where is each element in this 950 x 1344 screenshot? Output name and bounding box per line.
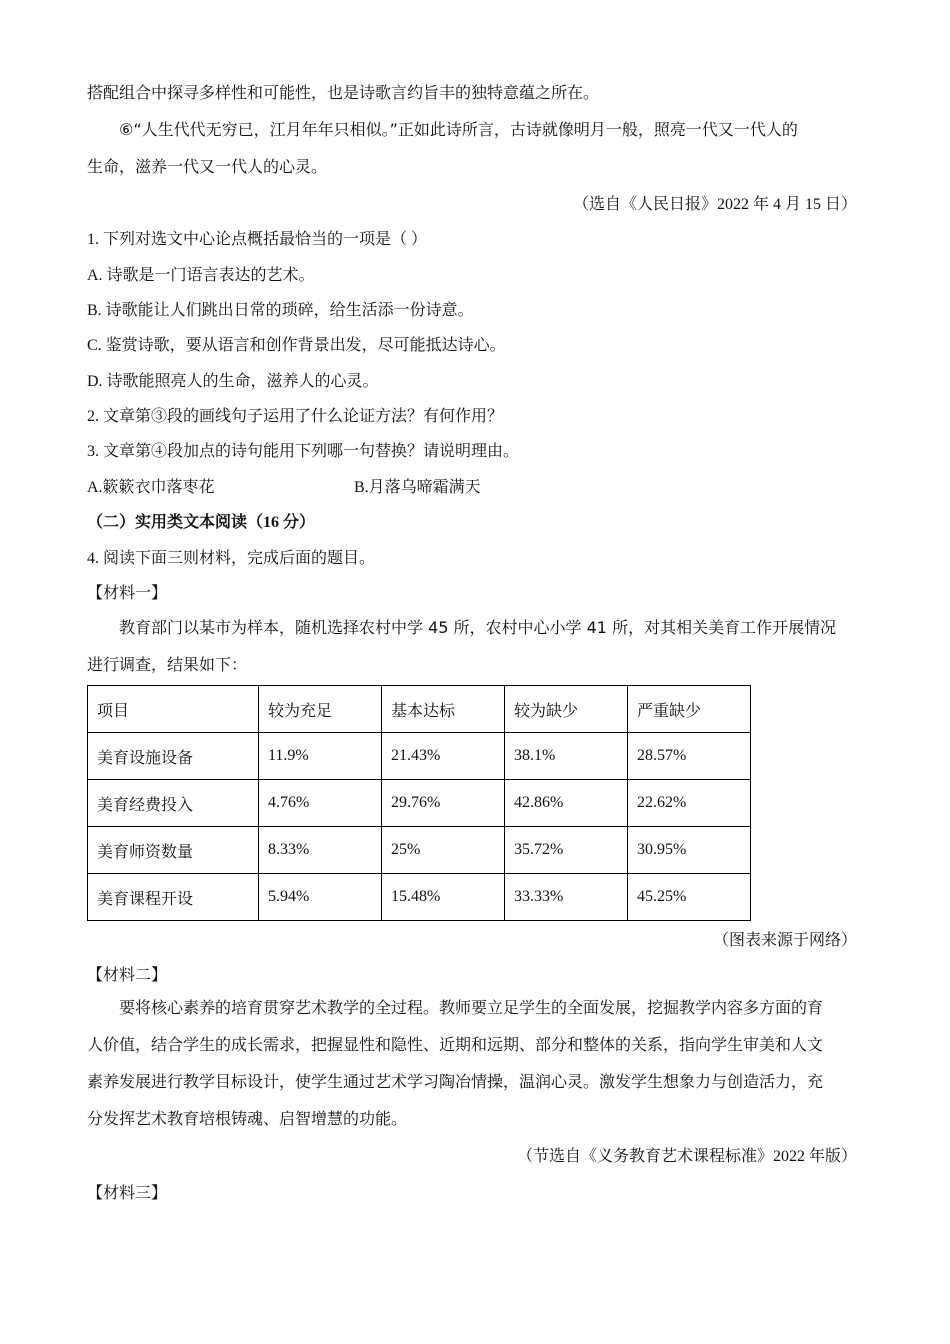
table-row-label: 美育设施设备 xyxy=(88,733,259,780)
table-cell: 29.76% xyxy=(382,780,505,827)
table-cell: 22.62% xyxy=(628,780,751,827)
table-header-row xyxy=(88,686,751,733)
material-1-text: 教育部门以某市为样本，随机选择农村中学 45 所，农村中心小学 41 所，对其相关美育工作开展情况 xyxy=(119,618,837,637)
table-cell: 30.95% xyxy=(628,827,751,874)
table-header-cell: 严重缺少 xyxy=(628,686,751,733)
table-cell: 5.94% xyxy=(259,874,382,921)
table-header-cell: 较为缺少 xyxy=(505,686,628,733)
section-2-heading: （二）实用类文本阅读（16 分） xyxy=(87,514,316,531)
table-row-label: 美育师资数量 xyxy=(88,827,259,874)
question-1-option-b: B. 诗歌能让人们跳出日常的琐碎，给生活添一份诗意。 xyxy=(87,302,474,319)
table-cell: 4.76% xyxy=(259,780,382,827)
table-row xyxy=(88,827,751,874)
question-3: 3. 文章第④段加点的诗句能用下列哪一句替换？请说明理由。 xyxy=(87,443,520,460)
material-2-label: 【材料二】 xyxy=(87,967,168,984)
question-3-option-b: B.月落乌啼霜满天 xyxy=(354,479,481,496)
paragraph-6-line: ⑥“人生代代无穷已，江月年年只相似。”正如此诗所言，古诗就像明月一般，照亮一代又一代人的 xyxy=(119,120,798,139)
table-cell: 33.33% xyxy=(505,874,628,921)
passage-line: 搭配组合中探寻多样性和可能性，也是诗歌言约旨丰的独特意蕴之所在。 xyxy=(87,83,600,102)
material-2-text: 要将核心素养的培育贯穿艺术教学的全过程。教师要立足学生的全面发展，挖掘教学内容多方面的育 xyxy=(119,998,824,1017)
table-cell: 25% xyxy=(382,827,505,874)
material-2-source: （节选自《义务教育艺术课程标准》2022 年版） xyxy=(516,1148,857,1165)
table-cell: 15.48% xyxy=(382,874,505,921)
table-cell: 42.86% xyxy=(505,780,628,827)
table-cell: 45.25% xyxy=(628,874,751,921)
table-cell: 8.33% xyxy=(259,827,382,874)
material-2-text: 素养发展进行教学目标设计，使学生通过艺术学习陶冶情操，温润心灵。激发学生想象力与创造活力，充 xyxy=(87,1072,824,1091)
material-2-text: 人价值，结合学生的成长需求，把握显性和隐性、近期和远期、部分和整体的关系，指向学生审美和人文 xyxy=(87,1035,824,1054)
question-2: 2. 文章第③段的画线句子运用了什么论证方法？有何作用？ xyxy=(87,408,504,425)
table-header-cell: 项目 xyxy=(88,686,259,733)
table-source: （图表来源于网络） xyxy=(712,932,857,949)
question-1-option-a: A. 诗歌是一门语言表达的艺术。 xyxy=(87,267,315,284)
table-row-label: 美育经费投入 xyxy=(88,780,259,827)
question-1: 1. 下列对选文中心论点概括最恰当的一项是（ ） xyxy=(87,231,428,248)
question-3-option-a: A.簌簌衣巾落枣花 xyxy=(87,479,215,496)
table-row xyxy=(88,733,751,780)
table-cell: 35.72% xyxy=(505,827,628,874)
table-row-label: 美育课程开设 xyxy=(88,874,259,921)
question-1-option-d: D. 诗歌能照亮人的生命，滋养人的心灵。 xyxy=(87,373,379,390)
material-3-label: 【材料三】 xyxy=(87,1185,168,1202)
material-1-label: 【材料一】 xyxy=(87,585,168,602)
material-2-text: 分发挥艺术教育培根铸魂、启智增慧的功能。 xyxy=(87,1109,408,1128)
paragraph-6-line: 生命，滋养一代又一代人的心灵。 xyxy=(87,157,328,176)
table-cell: 21.43% xyxy=(382,733,505,780)
question-4: 4. 阅读下面三则材料，完成后面的题目。 xyxy=(87,550,376,567)
material-1-text: 进行调查，结果如下： xyxy=(87,655,248,674)
table-header-cell: 较为充足 xyxy=(259,686,382,733)
table-cell: 38.1% xyxy=(505,733,628,780)
question-1-option-c: C. 鉴赏诗歌，要从语言和创作背景出发，尽可能抵达诗心。 xyxy=(87,337,506,354)
table-row xyxy=(88,874,751,921)
table-row xyxy=(88,780,751,827)
passage-source: （选自《人民日报》2022 年 4 月 15 日） xyxy=(572,196,857,213)
table-cell: 28.57% xyxy=(628,733,751,780)
survey-table xyxy=(87,685,751,921)
table-header-cell: 基本达标 xyxy=(382,686,505,733)
table-cell: 11.9% xyxy=(259,733,382,780)
